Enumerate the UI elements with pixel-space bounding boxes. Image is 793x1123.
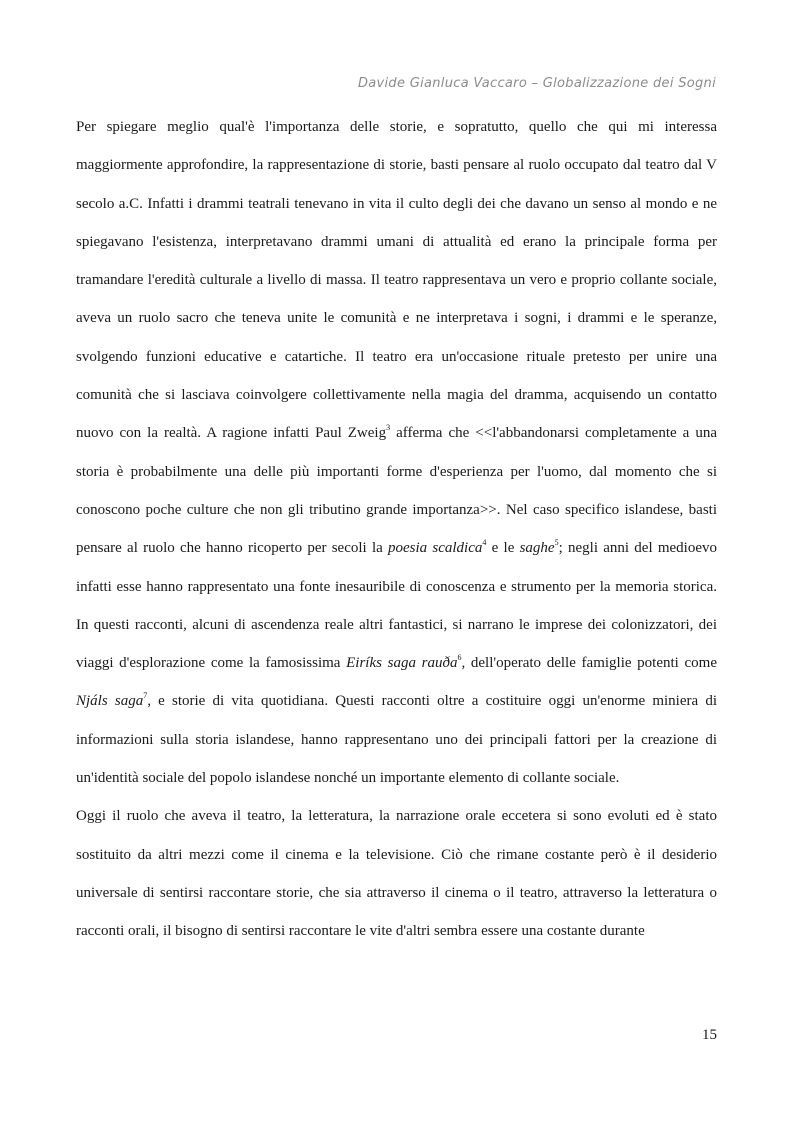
- text-run: , dell'operato delle famiglie potenti come: [461, 655, 717, 672]
- text-run: e le: [486, 540, 520, 557]
- text-run: ; negli anni del medioevo infatti esse hanno rappresentato una fonte inesauribile di conoscenza e strumento per la memoria storica. In questi racconti, alcuni di ascendenza reale altri fantastici, si narrano le imprese dei colonizzatori, dei viaggi d'esplorazione come la famosissima: [76, 540, 717, 672]
- footnote-ref-7[interactable]: 7: [143, 691, 148, 701]
- term-njals-saga: Njáls saga: [76, 693, 144, 710]
- term-eiriks-saga: Eiríks saga rauða: [346, 655, 458, 672]
- paragraph-2: [76, 797, 717, 950]
- footnote-ref-6[interactable]: 6: [457, 653, 462, 663]
- text-run: Oggi il ruolo che aveva il teatro, la letteratura, la narrazione orale eccetera si sono evoluti ed è stato sostituito da altri mezzi come il cinema e la televisione. Ciò che rimane costante però è il desiderio universale di sentirsi raccontare storie, che sia attraverso il cinema o il teatro, attraverso la letteratura o racconti orali, il bisogno di sentirsi raccontare le vite d'altri sembra essere una costante durante: [76, 808, 717, 940]
- term-saghe: saghe: [519, 540, 555, 557]
- text-run: afferma che <<l'abbandonarsi completamente a una storia è probabilmente una delle più importanti forme d'esperienza per l'uomo, dal momento che si conoscono poche culture che non gli tributino grande importanza>>. Nel caso specifico islandese, basti pensare al ruolo che hanno ricoperto per secoli la: [76, 425, 717, 557]
- footnote-ref-4[interactable]: 4: [482, 538, 487, 548]
- footnote-ref-5[interactable]: 5: [554, 538, 559, 548]
- term-poesia-scaldica: poesia scaldica: [388, 540, 483, 557]
- text-run: , e storie di vita quotidiana. Questi racconti oltre a costituire oggi un'enorme miniera di informazioni sulla storia islandese, hanno rappresentano uno dei principali fattori per la creazione di un'identità sociale del popolo islandese nonché un importante elemento di collante sociale.: [76, 693, 718, 787]
- text-run: Per spiegare meglio qual'è l'importanza delle storie, e sopratutto, quello che qui mi interessa maggiormente approfondire, la rappresentazione di storie, basti pensare al ruolo occupato dal teatro dal V secolo a.C. Infatti i drammi teatrali tenevano in vita il culto degli dei che davano un senso al mondo e ne spiegavano l'esistenza, interpretavano drammi umani di attualità ed erano la principale forma per tramandare l'eredità culturale a livello di massa. Il teatro rappresentava un vero e proprio collante sociale, aveva un ruolo sacro che teneva unite le comunità e ne interpretava i sogni, i drammi e le speranze, svolgendo funzioni educative e catartiche. Il teatro era un'occasione rituale pretesto per unire una comunità che si lasciava coinvolgere collettivamente nella magia del dramma, acquisendo un contatto nuovo con la realtà. A ragione infatti Paul Zweig: [76, 119, 717, 442]
- paragraph-1: [76, 108, 717, 797]
- running-header: Davide Gianluca Vaccaro – Globalizzazione dei Sogni: [357, 76, 716, 91]
- main-text: [76, 108, 717, 951]
- footnote-ref-3[interactable]: 3: [386, 423, 391, 433]
- page-number: 15: [702, 1027, 717, 1043]
